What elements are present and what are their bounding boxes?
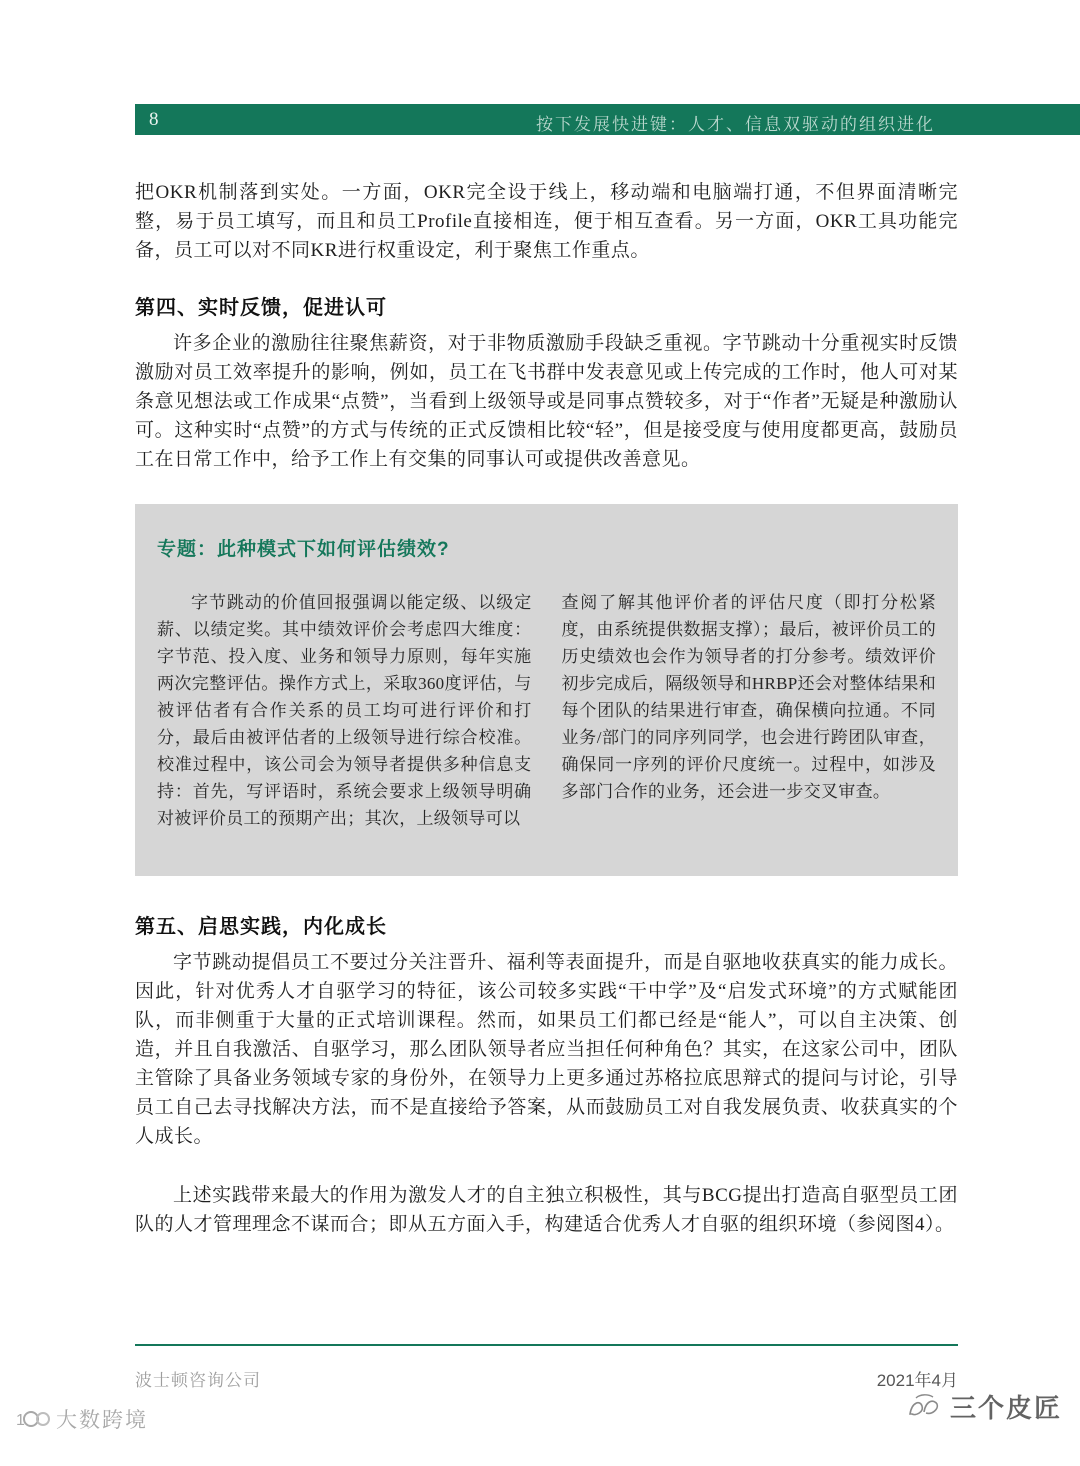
paragraph-section-5a: 字节跳动提倡员工不要过分关注晋升、福利等表面提升，而是自驱地收获真实的能力成长。因此，针对优秀人才自驱学习的特征，该公司较多实践“干中学”及“启发式环境”的方式赋能团队，而非侧重于大量的正式培训课程。然而，如果员工们都已经是“能人”，可以自主决策、创造，并且自我激活、自驱学习，那么团队领导者应当担任何种角色？其实，在这家公司中，团队主管除了具备业务领域专家的身份外，在领导力上更多通过苏格拉底思辩式的提问与讨论，引导员工自己去寻找解决方法，而不是直接给予答案，从而鼓励员工对自我发展负责、收获真实的个人成长。	[135, 952, 958, 1147]
svg-text:1: 1	[16, 1412, 25, 1429]
watermark-right-text: 三个皮匠	[949, 1393, 1062, 1423]
page-number: 8	[149, 109, 159, 130]
paragraph-section-4: 许多企业的激励往往聚焦薪资，对于非物质激励手段缺乏重视。字节跳动十分重视实时反馈激励对员工效率提升的影响，例如，员工在飞书群中发表意见或上传完成的工作时，他人可对某条意见想法或工作成果“点赞”，当看到上级领导或是同事点赞较多，对于“作者”无疑是种激励认可。这种实时“点赞”的方式与传统的正式反馈相比较“轻”，但是接受度与使用度都更高，鼓励员工在日常工作中，给予工作上有交集的同事认可或提供改善意见。	[135, 333, 958, 470]
paragraph-section-5b: 上述实践带来最大的作用为激发人才的自主独立积极性，其与BCG提出打造高自驱型员工团队的人才管理理念不谋而合；即从五方面入手，构建适合优秀人才自驱的组织环境（参阅图4）。	[135, 1185, 958, 1235]
sangepijiang-logo-icon	[906, 1392, 942, 1422]
topic-box-title: 专题：此种模式下如何评估绩效?	[157, 539, 450, 560]
watermark-left-text: 大数跨境	[56, 1409, 148, 1432]
section-heading-5: 第五、启思实践，内化成长	[135, 916, 387, 938]
page-footer	[135, 1366, 958, 1391]
page-header-bar	[135, 104, 1080, 135]
topic-box-columns	[157, 589, 936, 832]
footer-divider	[135, 1344, 958, 1346]
section-heading-4: 第四、实时反馈，促进认可	[135, 297, 387, 319]
footer-company: 波士顿咨询公司	[135, 1371, 261, 1390]
page-content	[135, 178, 958, 1239]
topic-box	[135, 504, 958, 876]
watermark-bottom-left	[16, 1404, 148, 1434]
header-title: 按下发展快进键：人才、信息双驱动的组织进化	[536, 115, 935, 134]
watermark-bottom-right	[906, 1388, 1062, 1425]
topic-box-column-right: 查阅了解其他评价者的评估尺度（即打分松紧度，由系统提供数据支撑）；最后，被评价员工的历史绩效也会作为领导者的打分参考。绩效评价初步完成后，隔级领导和HRBP还会对整体结果和每个团队的结果进行审查，确保横向拉通。不同业务/部门的同序列同学，也会进行跨团队审查，确保同一序列的评价尺度统一。过程中，如涉及多部门合作的业务，还会进一步交叉审查。	[561, 593, 936, 801]
paragraph-okr: 把OKR机制落到实处。一方面，OKR完全设于线上，移动端和电脑端打通，不但界面清晰完整，易于员工填写，而且和员工Profile直接相连，便于相互查看。另一方面，OKR工具功能完备，员工可以对不同KR进行权重设定，利于聚焦工作重点。	[135, 182, 958, 261]
dashukuajing-logo-icon	[16, 1407, 50, 1431]
topic-box-column-left: 字节跳动的价值回报强调以能定级、以级定薪、以绩定奖。其中绩效评价会考虑四大维度：字节范、投入度、业务和领导力原则，每年实施两次完整评估。操作方式上，采取360度评估，与被评估者有合作关系的员工均可进行评价和打分，最后由被评估者的上级领导进行综合校准。校准过程中，该公司会为领导者提供多种信息支持：首先，写评语时，系统会要求上级领导明确对被评价员工的预期产出；其次，上级领导可以	[157, 593, 532, 828]
footer-date: 2021年4月	[876, 1371, 958, 1390]
